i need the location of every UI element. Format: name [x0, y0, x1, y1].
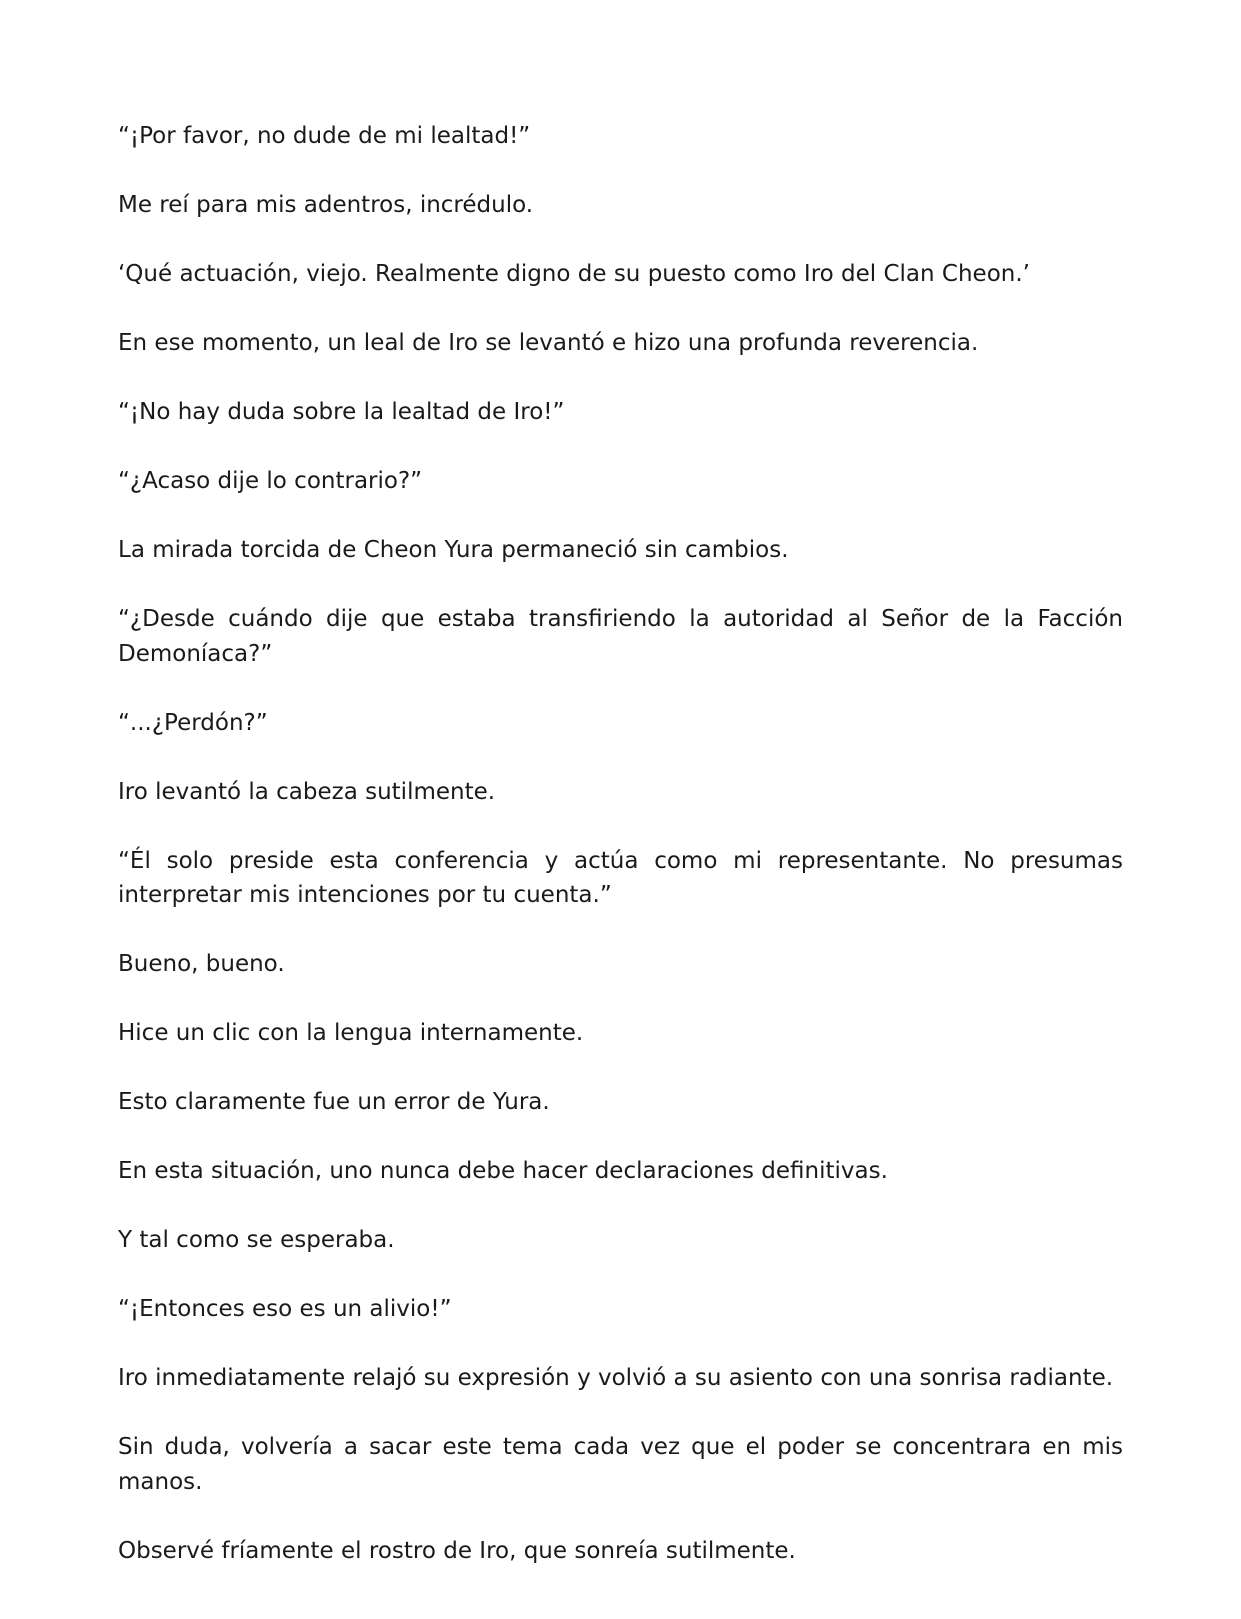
paragraph: “...¿Perdón?”: [118, 709, 268, 736]
paragraph: Bueno, bueno.: [118, 951, 285, 977]
document-page: [118, 119, 1123, 1568]
paragraph: Iro levantó la cabeza sutilmente.: [118, 778, 496, 805]
paragraph: “¡Entonces eso es un alivio!”: [118, 1296, 452, 1322]
paragraph: En esta situación, uno nunca debe hacer declaraciones definitivas.: [118, 1158, 888, 1184]
paragraph: Me reí para mis adentros, incrédulo.: [118, 192, 534, 218]
paragraph: “¿Desde cuándo dije que estaba transfiriendo la autoridad al Señor de la Facción Demoníaca?”: [118, 606, 1123, 667]
paragraph: “Él solo preside esta conferencia y actúa como mi representante. No presumas interpretar mis intenciones por tu cuenta.”: [118, 847, 1123, 908]
paragraph: Iro inmediatamente relajó su expresión y volvió a su asiento con una sonrisa radiante.: [118, 1365, 1114, 1391]
paragraph: Y tal como se esperaba.: [118, 1227, 395, 1253]
paragraph: La mirada torcida de Cheon Yura permaneció sin cambios.: [118, 537, 789, 563]
paragraph: ‘Qué actuación, viejo. Realmente digno de su puesto como Iro del Clan Cheon.’: [118, 261, 1030, 287]
paragraph: Hice un clic con la lengua internamente.: [118, 1020, 584, 1046]
paragraph: Observé fríamente el rostro de Iro, que sonreía sutilmente.: [118, 1537, 796, 1564]
paragraph: Sin duda, volvería a sacar este tema cada vez que el poder se concentrara en mis manos.: [118, 1434, 1123, 1495]
paragraph: “¿Acaso dije lo contrario?”: [118, 468, 423, 494]
paragraph: Esto claramente fue un error de Yura.: [118, 1089, 550, 1115]
paragraph: “¡Por favor, no dude de mi lealtad!”: [118, 123, 531, 149]
paragraph: En ese momento, un leal de Iro se levantó e hizo una profunda reverencia.: [118, 330, 979, 356]
paragraph: “¡No hay duda sobre la lealtad de Iro!”: [118, 399, 565, 425]
